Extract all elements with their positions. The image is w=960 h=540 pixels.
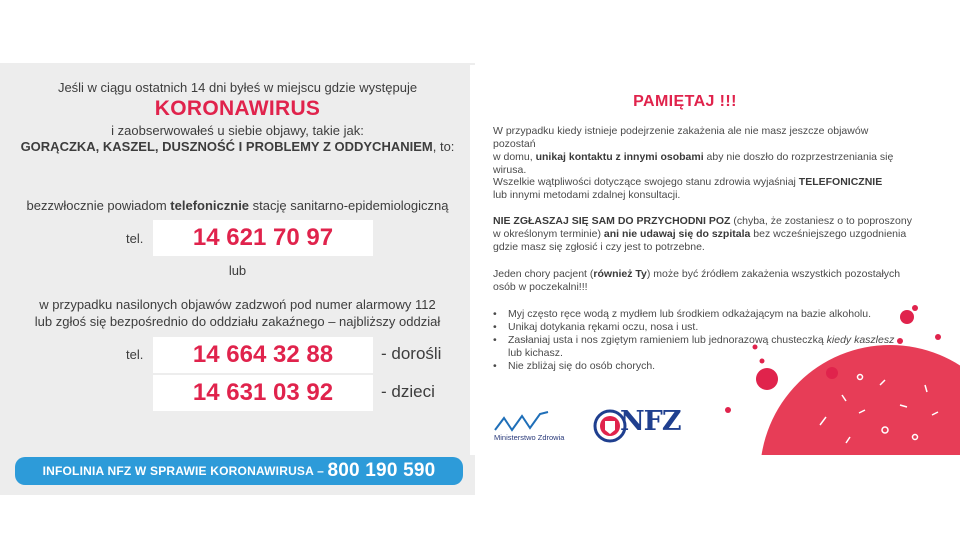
p1-line-1: W przypadku kiedy istnieje podejrzenie zakażenia ale nie masz jeszcze objawów pozostań — [493, 125, 869, 150]
p4-line-1 — [493, 268, 913, 281]
p1-line-2 — [493, 151, 913, 164]
p2-line-1 — [493, 176, 913, 189]
bullet-3-italic: kiedy kaszlesz — [826, 334, 895, 346]
p3-line-2 — [493, 228, 913, 241]
p1-l2-post: aby nie doszło do rozprzestrzeniania się — [703, 151, 894, 163]
info-paragraph-3 — [493, 215, 913, 254]
notify-bold: telefonicznie — [170, 198, 250, 213]
p3-line-1 — [493, 215, 913, 228]
infoline-banner[interactable] — [15, 457, 463, 485]
virus-decoration-graphic — [470, 65, 960, 455]
ministry-of-health-logo-icon — [495, 412, 548, 430]
right-panel — [470, 65, 960, 455]
ministry-caption: Ministerstwo Zdrowia — [494, 433, 565, 442]
left-panel — [0, 63, 475, 495]
children-number[interactable]: 14 631 03 92 — [153, 375, 373, 411]
symptoms-suffix: , to: — [432, 139, 455, 154]
bullet-3-text: Zasłaniaj usta i nos zgiętym ramieniem lub jednorazową chusteczką — [508, 334, 827, 346]
list-item — [493, 334, 913, 360]
info-paragraph-2 — [493, 176, 913, 202]
intro-line-1: Jeśli w ciągu ostatnich 14 dni byłeś w miejscu gdzie występuje — [57, 80, 418, 95]
p2-l1-bold: TELEFONICZNIE — [798, 176, 883, 188]
list-item: • Nie zbliżaj się do osób chorych. — [493, 360, 913, 373]
severe-instructions — [0, 296, 475, 330]
bullet-3-continuation: lub kichasz. — [508, 347, 563, 359]
p3-l2-bold: ani nie udawaj się do szpitala — [603, 228, 751, 240]
severe-line-2: lub zgłoś się bezpośrednio do oddziału zakaźnego – najbliższy oddział — [34, 314, 441, 329]
p3-l2-post: bez wcześniejszego uzgodnienia — [750, 228, 907, 240]
symptoms-text: GORĄCZKA, KASZEL, DUSZNOŚĆ I PROBLEMY Z ODDYCHANIEM — [20, 139, 433, 154]
notify-line — [0, 198, 475, 213]
p3-l1-post: (chyba, że zostaniesz o to poproszony — [730, 215, 912, 227]
or-label: lub — [228, 263, 247, 278]
remember-title: PAMIĘTAJ !!! — [633, 93, 737, 110]
notify-pre: bezzwłocznie powiadom — [26, 198, 171, 213]
info-paragraph-1 — [493, 125, 913, 177]
p2-line-2: lub innymi metodami zdalnej konsultacji. — [493, 189, 681, 201]
p3-l2-pre: w określonym terminie) — [493, 228, 604, 240]
p1-l2-bold: unikaj kontaktu z innymi osobami — [535, 151, 704, 163]
tel-label-sanepid: tel. — [126, 231, 144, 246]
p4-line-2: osób w poczekalni!!! — [493, 281, 588, 293]
hygiene-list — [493, 308, 913, 373]
symptoms-line — [0, 139, 475, 154]
p2-l1-pre: Wszelkie wątpliwości dotyczące swojego stanu zdrowia wyjaśniaj — [493, 176, 799, 188]
virus-headline: KORONAWIRUS — [154, 97, 321, 120]
adults-number[interactable]: 14 664 32 88 — [153, 337, 373, 373]
infoline-number: 800 190 590 — [327, 460, 436, 481]
intro-line-2: i zaobserwowałeś u siebie objawy, takie jak: — [111, 123, 364, 138]
notify-post: stację sanitarno-epidemiologiczną — [249, 198, 449, 213]
p3-l1-bold: NIE ZGŁASZAJ SIĘ SAM DO PRZYCHODNI POZ — [493, 215, 731, 227]
p3-line-3: gdzie masz się zgłosić i czy jest to potrzebne. — [493, 241, 705, 253]
list-item: • Myj często ręce wodą z mydłem lub środkiem odkażającym na bazie alkoholu. — [493, 308, 913, 321]
p1-line-3: wirusa. — [493, 164, 527, 176]
infoline-label: INFOLINIA NFZ W SPRAWIE KORONAWIRUSA – — [42, 464, 324, 478]
p1-l2-pre: w domu, — [493, 151, 536, 163]
tel-label-hospital: tel. — [126, 347, 144, 362]
children-suffix: - dzieci — [381, 382, 435, 401]
nfz-logo: NFZ — [620, 406, 681, 437]
p4-l1-post: ) może być źródłem zakażenia wszystkich pozostałych — [646, 268, 901, 280]
p4-l1-bold: również Ty — [593, 268, 647, 280]
severe-line-1: w przypadku nasilonych objawów zadzwoń pod numer alarmowy 112 — [39, 297, 436, 312]
sanepid-number[interactable]: 14 621 70 97 — [153, 220, 373, 256]
info-paragraph-4 — [493, 268, 913, 294]
p4-l1-pre: Jeden chory pacjent ( — [493, 268, 594, 280]
adults-suffix: - dorośli — [381, 344, 442, 363]
list-item: • Unikaj dotykania rękami oczu, nosa i ust. — [493, 321, 913, 334]
